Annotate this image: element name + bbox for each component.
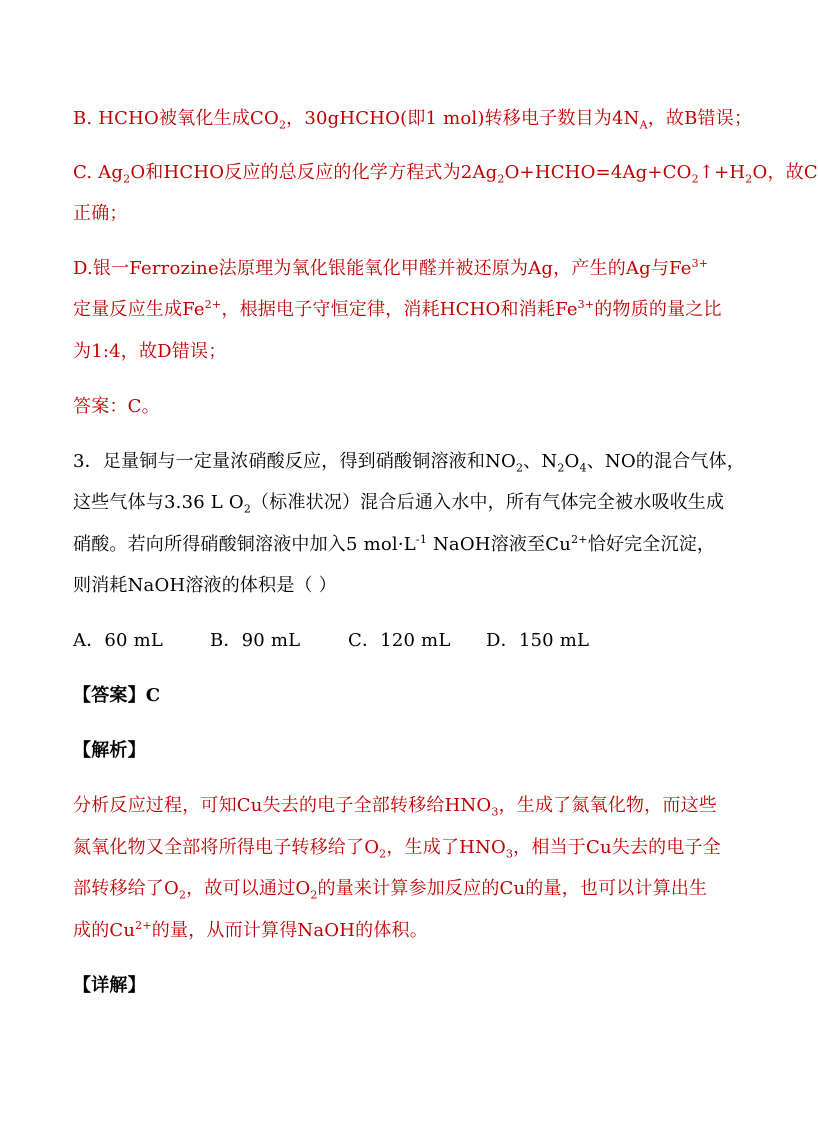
analysis-label: 【解析】: [73, 740, 146, 761]
analysis-line-4: 成的$Cu^{2+}$的量，从而计算得NaOH的体积。: [73, 919, 428, 941]
question-3-line-3: 硝酸。若向所得硝酸铜溶液中加入5 $mol\cdot L^{-1}$ NaOH溶液至$Cu^{2+}$恰好完全沉淀，: [73, 533, 716, 555]
analysis-line-1: 分析反应过程，可知Cu失去的电子全部转移给$HNO_3$，生成了氮氧化物，而这些: [73, 795, 717, 819]
detail-label: 【详解】: [73, 975, 146, 996]
explanation-b: B. HCHO被氧化生成$CO_2$，30gHCHO(即1 mol)转移电子数目为$4N_A$，故B错误；: [73, 108, 753, 132]
explanation-d-line-3: 为1:4，故D错误；: [73, 341, 227, 362]
question-3-line-4: 则消耗NaOH溶液的体积是（ ）: [73, 575, 337, 596]
question-3-line-2: 这些气体与3.36 L $O_2$（标准状况）混合后通入水中，所有气体完全被水吸收生成: [73, 492, 725, 516]
option-d: D．150 mL: [486, 630, 590, 651]
answer-label: 【答案】C: [73, 685, 161, 706]
explanation-c-line-1: C. $Ag_2O$和HCHO反应的总反应的化学方程式为$2Ag_2O+HCHO=4Ag+CO_2↑+H_2O$，故C: [73, 162, 818, 186]
previous-answer: 答案：C。: [73, 396, 160, 417]
question-3-line-1: 3．足量铜与一定量浓硝酸反应，得到硝酸铜溶液和$NO_2$、$N_2O_4$、NO的混合气体，: [73, 451, 746, 475]
option-c: C．120 mL: [348, 630, 451, 651]
option-a: A．60 mL: [73, 630, 164, 651]
explanation-d-line-2: 定量反应生成$Fe^{2+}$，根据电子守恒定律，消耗HCHO和消耗$Fe^{3+}$的物质的量之比: [73, 298, 722, 320]
analysis-line-2: 氮氧化物又全部将所得电子转移给了$O_2$，生成了$HNO_3$，相当于Cu失去的电子全: [73, 837, 721, 861]
analysis-line-3: 部转移给了$O_2$，故可以通过$O_2$的量来计算参加反应的Cu的量，也可以计算出生: [73, 878, 708, 902]
explanation-d-line-1: D.银一Ferrozine法原理为氧化银能氧化甲醛并被还原为Ag，产生的Ag与$Fe^{3+}$: [73, 257, 709, 279]
explanation-c-line-2: 正确；: [73, 203, 128, 224]
option-b: B．90 mL: [210, 630, 301, 651]
